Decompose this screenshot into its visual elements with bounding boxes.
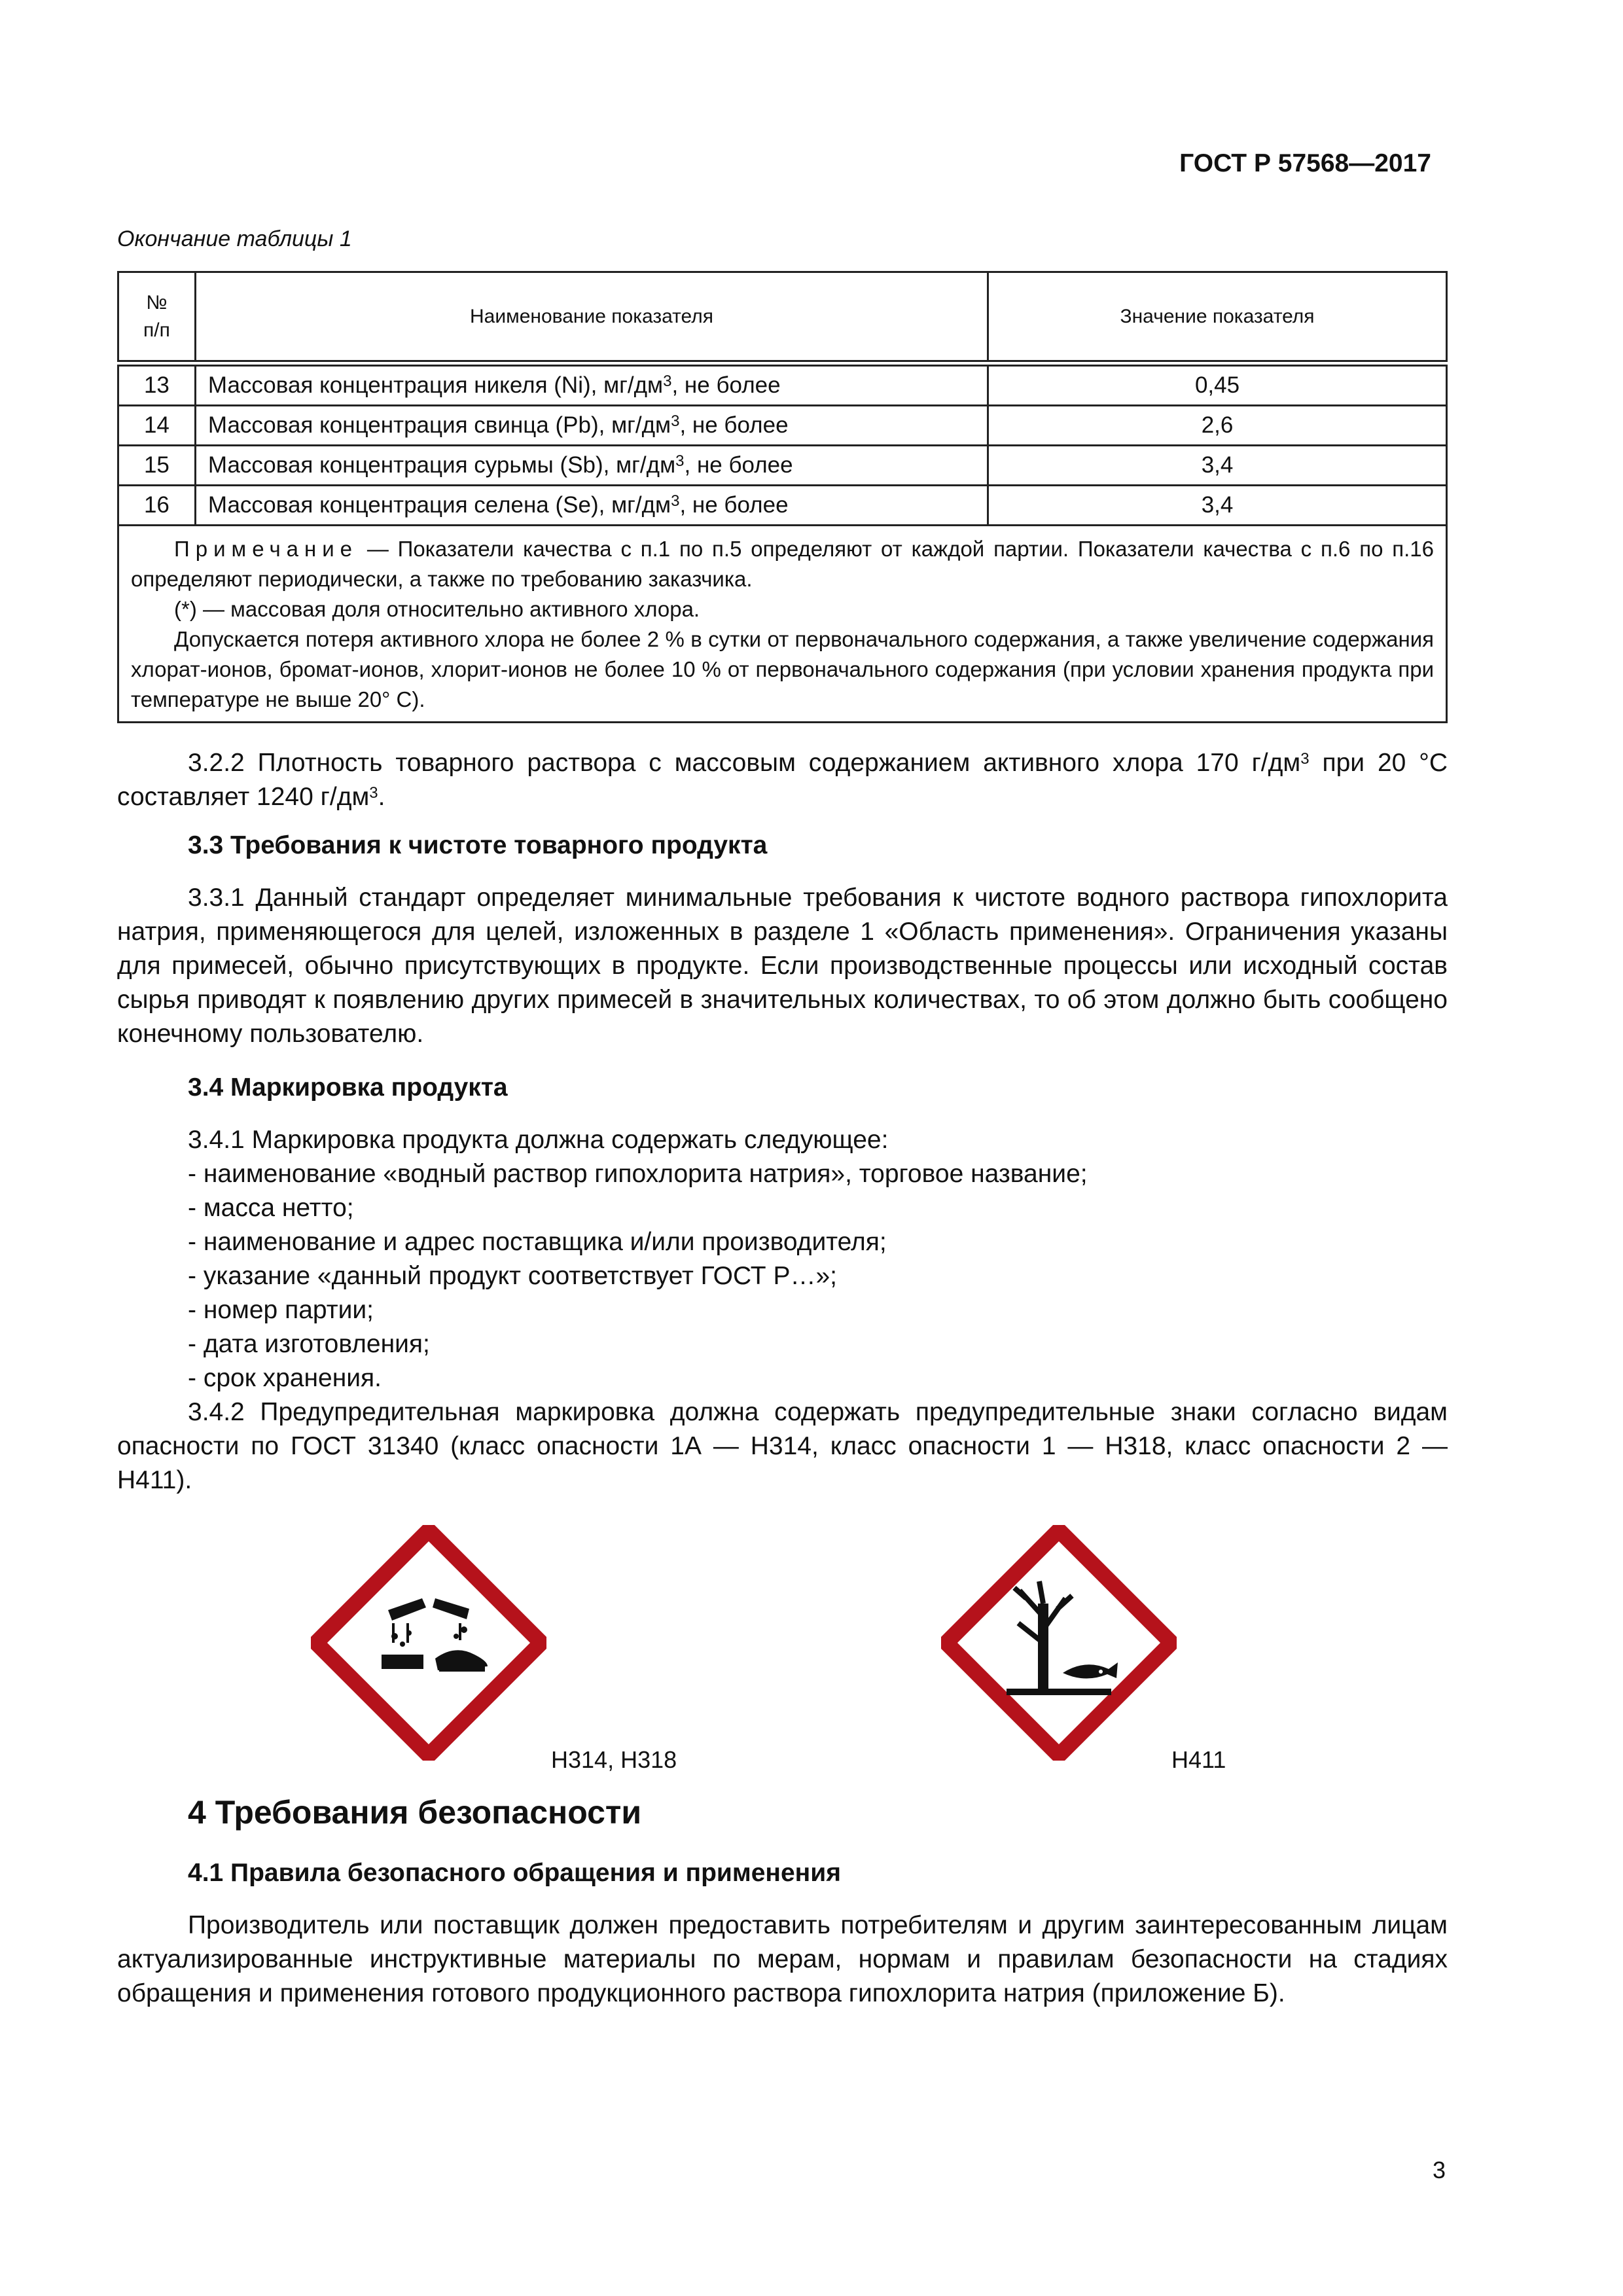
document-number: ГОСТ Р 57568—2017 [1179,149,1431,177]
heading-3-3: 3.3 Требования к чистоте товарного продукта [188,831,768,859]
row-number: 13 [118,363,196,406]
list-item: - наименование «водный раствор гипохлорита натрия», торговое название; [188,1160,1088,1188]
note-text-2: (*) — массовая доля относительно активного хлора. [174,597,700,621]
list-item: - дата изготовления; [188,1330,430,1358]
list-item: - масса нетто; [188,1194,354,1222]
row-indicator-name: Массовая концентрация селена (Se), $мг/дм^3$, не более [195,486,988,526]
paragraph-4-1: Производитель или поставщик должен предоставить потребителям и другим заинтересованным лицам актуализированные инструктивные материалы по мерам, нормам и правилам безопасности на стадиях обращения и применения готового продукционного раствора гипохлорита натрия (приложение Б). [117,1911,1448,2007]
row-indicator-name: Массовая концентрация сурьмы (Sb), $мг/дм^3$, не более [195,446,988,486]
paragraph-3-2-2: 3.2.2 Плотность товарного раствора с массовым содержанием активного хлора 170 $г/дм^3$ при 20 °С составляет 1240 $г/дм^3$. [117,749,1448,811]
table-row [118,446,1447,486]
row-indicator-name: Массовая концентрация свинца (Pb), $мг/дм^3$, не более [195,406,988,446]
list-item: - наименование и адрес поставщика и/или производителя; [188,1228,887,1256]
note-text-1: — Показатели качества с п.1 по п.5 определяют от каждой партии. Показатели качества с п.6 по п.16 определяют периодически, а также по требованию заказчика. [131,537,1434,591]
row-indicator-value: 2,6 [988,406,1447,446]
table-caption: Окончание таблицы 1 [117,226,352,251]
list-item: - номер партии; [188,1296,374,1324]
paragraph-3-3-1: 3.3.1 Данный стандарт определяет минимальные требования к чистоте водного раствора гипохлорита натрия, применяющегося для целей, изложенных в разделе 1 «Область применения». Ограничения указаны для примесей, обычно присутствующих в продукте. Если производственные процессы или исходный состав сырья приводят к появлению других примесей в значительных количествах, то об этом должно быть сообщено конечному пользователю. [117,884,1448,1048]
heading-4-1: 4.1 Правила безопасного обращения и применения [188,1859,841,1887]
table-row [118,363,1447,406]
table-note-row [118,526,1447,723]
list-item: - указание «данный продукт соответствует ГОСТ Р…»; [188,1262,838,1290]
row-indicator-value: 3,4 [988,486,1447,526]
col-header-num: № п/п [118,272,196,364]
paragraph-3-4-1: 3.4.1 Маркировка продукта должна содержать следующее: [188,1126,889,1154]
environment-pictogram-icon [941,1525,1177,1761]
indicators-table [117,271,1448,723]
table-row [118,406,1447,446]
row-indicator-value: 0,45 [988,363,1447,406]
col-header-value: Значение показателя [988,272,1447,364]
marking-list [117,1157,1448,1395]
corrosion-pictogram-icon [311,1525,546,1761]
row-number: 14 [118,406,196,446]
row-indicator-name: Массовая концентрация никеля (Ni), $мг/дм^3$, не более [195,363,988,406]
note-text-3: Допускается потеря активного хлора не более 2 % в сутки от первоначального содержания, а также увеличение содержания хлорат-ионов, бромат-ионов, хлорит-ионов не более 10 % от первоначального содержания (при условии хранения продукта при температуре не выше 20° С). [131,627,1434,711]
note-label: Примечание [174,537,359,561]
heading-4: 4 Требования безопасности [188,1794,642,1831]
row-number: 16 [118,486,196,526]
table-header-row [118,272,1447,364]
col-header-name: Наименование показателя [195,272,988,364]
page-number: 3 [1432,2157,1446,2183]
pictogram-2-caption: Н411 [1171,1746,1226,1773]
pictogram-1-caption: Н314, Н318 [551,1746,677,1773]
table-row [118,486,1447,526]
heading-3-4: 3.4 Маркировка продукта [188,1073,508,1102]
marking-section [117,1123,1448,1498]
list-item: - срок хранения. [188,1364,382,1392]
row-indicator-value: 3,4 [988,446,1447,486]
row-number: 15 [118,446,196,486]
paragraph-3-4-2: 3.4.2 Предупредительная маркировка должна содержать предупредительные знаки согласно видам опасности по ГОСТ 31340 (класс опасности 1А — Н314, класс опасности 1 — Н318, класс опасности 2 — Н411). [117,1398,1448,1494]
table-note [118,526,1447,723]
